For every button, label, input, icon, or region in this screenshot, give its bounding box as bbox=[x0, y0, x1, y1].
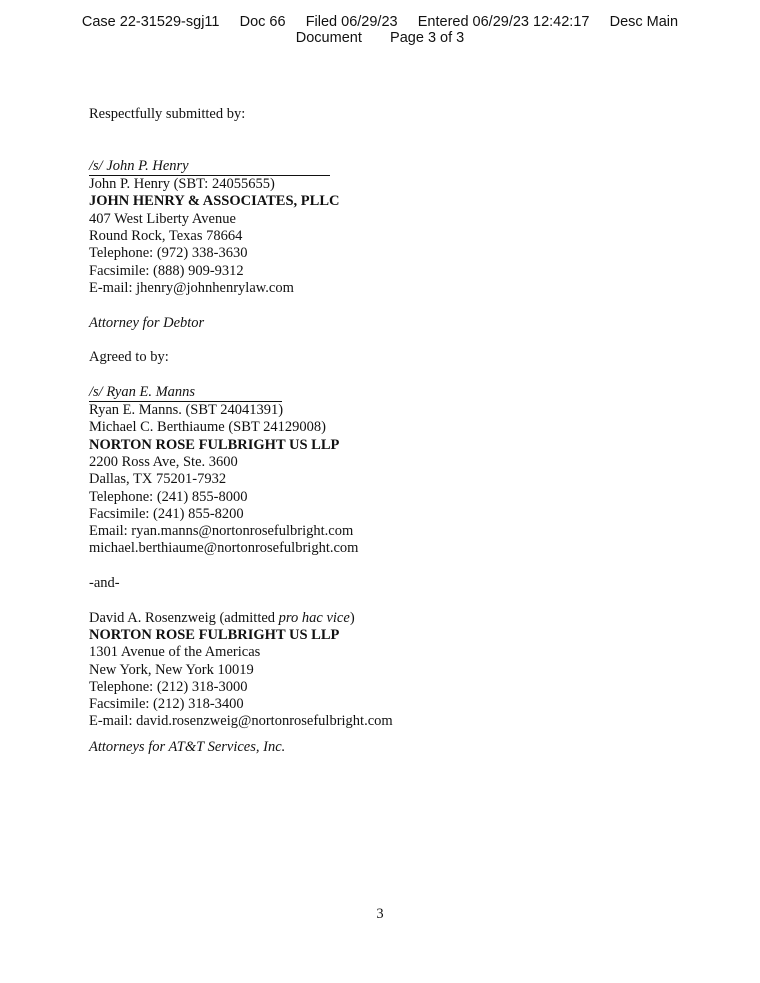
agreed-intro: Agreed to by: bbox=[89, 349, 169, 366]
berthiaume-email: michael.berthiaume@nortonrosefulbright.com bbox=[89, 540, 359, 557]
henry-address1: 407 West Liberty Avenue bbox=[89, 210, 236, 227]
page-number: 3 bbox=[376, 906, 384, 922]
ny-facsimile: Facsimile: (212) 318-3400 bbox=[89, 696, 244, 713]
pro-hac-vice: pro hac vice bbox=[278, 609, 350, 626]
submitted-intro: Respectfully submitted by: bbox=[89, 106, 246, 122]
att-role: Attorneys for AT&T Services, Inc. bbox=[89, 738, 286, 755]
henry-facsimile: Facsimile: (888) 909-9312 bbox=[89, 262, 244, 279]
ecf-header-line2: Document Page 3 of 3 bbox=[295, 30, 465, 46]
dallas-telephone: Telephone: (241) 855-8000 bbox=[89, 488, 248, 505]
ny-address2: New York, New York 10019 bbox=[89, 661, 254, 678]
henry-name: John P. Henry (SBT: 24055655) bbox=[89, 176, 275, 193]
norton-firm-dallas: NORTON ROSE FULBRIGHT US LLP bbox=[89, 436, 340, 453]
rosenzweig-email: E-mail: david.rosenzweig@nortonrosefulbright.com bbox=[89, 713, 393, 730]
dallas-address1: 2200 Ross Ave, Ste. 3600 bbox=[89, 453, 238, 470]
henry-address2: Round Rock, Texas 78664 bbox=[89, 228, 243, 245]
henry-telephone: Telephone: (972) 338-3630 bbox=[89, 245, 248, 262]
dallas-facsimile: Facsimile: (241) 855-8200 bbox=[89, 505, 244, 522]
rosenzweig-name bbox=[89, 610, 689, 627]
henry-signature-line bbox=[89, 158, 689, 176]
dallas-address2: Dallas, TX 75201-7932 bbox=[89, 471, 227, 488]
and-conjunction: -and- bbox=[89, 575, 120, 592]
henry-signature: /s/ John P. Henry bbox=[89, 158, 330, 176]
manns-signature-line bbox=[89, 384, 689, 402]
ecf-header-line1: Case 22-31529-sgj11 Doc 66 Filed 06/29/23 Entered 06/29/23 12:42:17 Desc Main bbox=[81, 14, 679, 30]
henry-role: Attorney for Debtor bbox=[89, 314, 205, 331]
document-body bbox=[89, 106, 689, 756]
rosenzweig-name-prefix: David A. Rosenzweig (admitted bbox=[89, 609, 279, 626]
rosenzweig-name-suffix: ) bbox=[349, 609, 355, 626]
berthiaume-name: Michael C. Berthiaume (SBT 24129008) bbox=[89, 419, 326, 436]
ny-telephone: Telephone: (212) 318-3000 bbox=[89, 678, 248, 695]
ny-address1: 1301 Avenue of the Americas bbox=[89, 644, 261, 661]
norton-firm-ny: NORTON ROSE FULBRIGHT US LLP bbox=[89, 626, 340, 643]
manns-name: Ryan E. Manns. (SBT 24041391) bbox=[89, 402, 284, 419]
henry-firm: JOHN HENRY & ASSOCIATES, PLLC bbox=[89, 193, 340, 210]
manns-signature: /s/ Ryan E. Manns bbox=[89, 384, 282, 402]
henry-email: E-mail: jhenry@johnhenrylaw.com bbox=[89, 279, 294, 296]
ecf-header bbox=[0, 14, 760, 46]
manns-email: Email: ryan.manns@nortonrosefulbright.com bbox=[89, 523, 354, 540]
